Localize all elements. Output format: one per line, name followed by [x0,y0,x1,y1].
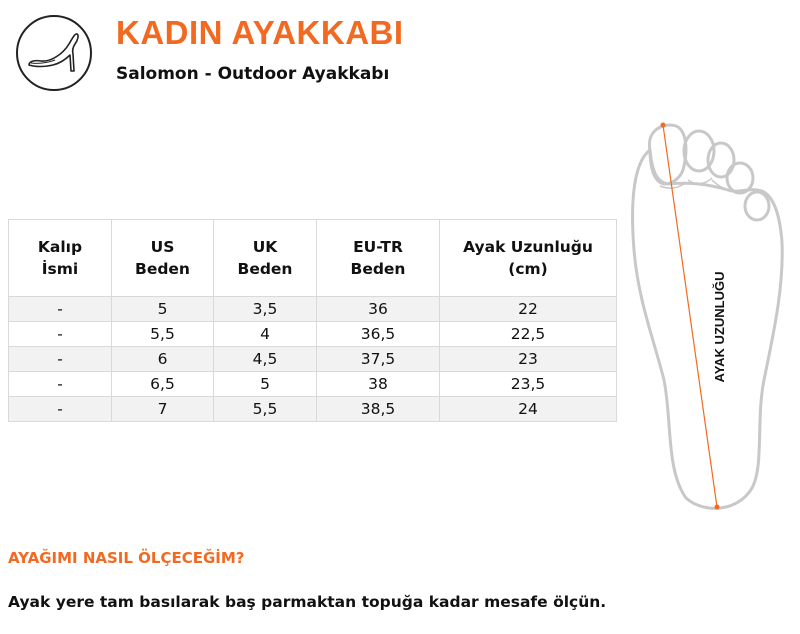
cell-us-size: 6,5 [112,372,214,397]
foot-outline-icon [633,125,783,508]
cell-eu-tr-size: 37,5 [317,347,440,372]
header-fit-name: Kalıp İsmi [9,220,112,297]
cell-foot-length: 22 [440,297,617,322]
table-header-row [9,220,617,297]
table-row [9,347,617,372]
table-row [9,322,617,347]
how-to-measure-text: Ayak yere tam basılarak baş parmaktan topuğa kadar mesafe ölçün. [8,593,607,611]
cell-foot-length: 22,5 [440,322,617,347]
cell-fit-name: - [9,397,112,422]
page-title: KADIN AYAKKABI [116,14,404,51]
size-chart-table [8,219,617,422]
table-row [9,397,617,422]
cell-foot-length: 24 [440,397,617,422]
header-eu-tr-size: EU-TR Beden [317,220,440,297]
measure-end-dot [715,505,720,510]
cell-fit-name: - [9,372,112,397]
header-uk-size: UK Beden [214,220,317,297]
how-to-measure-title: AYAĞIMI NASIL ÖLÇECEĞİM? [8,549,245,567]
cell-uk-size: 4 [214,322,317,347]
cell-us-size: 5,5 [112,322,214,347]
cell-eu-tr-size: 36 [317,297,440,322]
table-row [9,372,617,397]
cell-foot-length: 23,5 [440,372,617,397]
cell-uk-size: 4,5 [214,347,317,372]
measure-start-dot [661,123,666,128]
brand-subtitle: Salomon - Outdoor Ayakkabı [116,64,390,84]
foot-measurement-diagram [628,120,788,515]
cell-eu-tr-size: 36,5 [317,322,440,347]
header-us-size: US Beden [112,220,214,297]
cell-us-size: 6 [112,347,214,372]
cell-fit-name: - [9,322,112,347]
cell-eu-tr-size: 38,5 [317,397,440,422]
cell-foot-length: 23 [440,347,617,372]
cell-uk-size: 3,5 [214,297,317,322]
cell-fit-name: - [9,297,112,322]
header-foot-length: Ayak Uzunluğu (cm) [440,220,617,297]
table-row [9,297,617,322]
cell-us-size: 5 [112,297,214,322]
cell-us-size: 7 [112,397,214,422]
cell-uk-size: 5 [214,372,317,397]
cell-fit-name: - [9,347,112,372]
high-heel-shoe-icon [15,14,93,92]
cell-uk-size: 5,5 [214,397,317,422]
foot-length-label: AYAK UZUNLUĞU [712,271,727,383]
cell-eu-tr-size: 38 [317,372,440,397]
